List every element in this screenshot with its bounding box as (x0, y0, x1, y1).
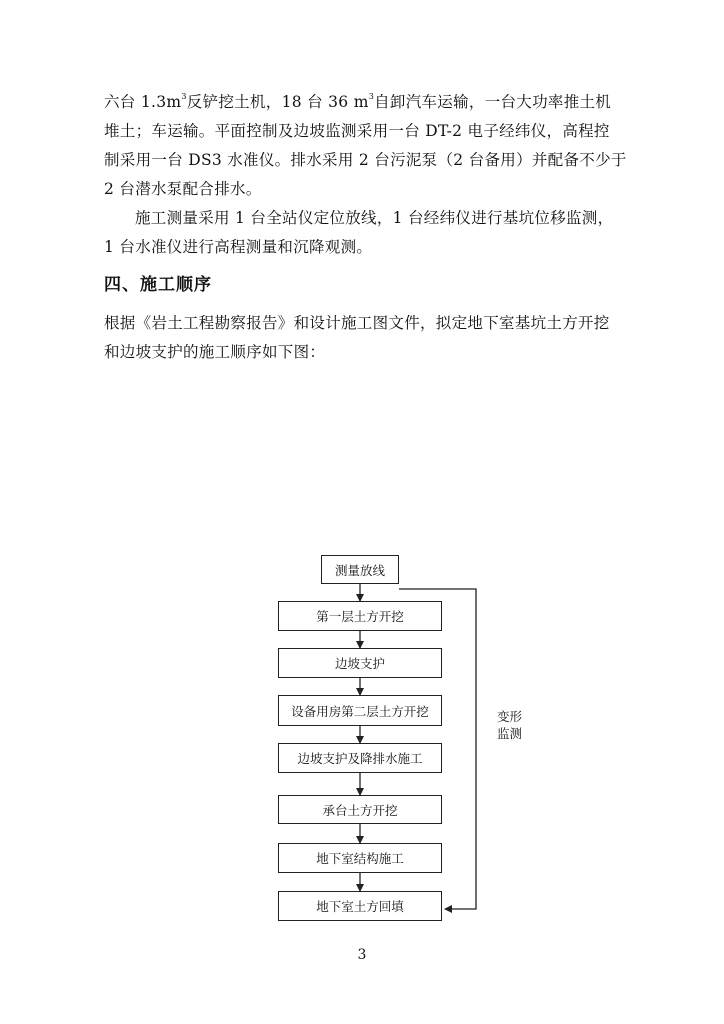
text-line: 施工测量采用 1 台全站仪定位放线，1 台经纬仪进行基坑位移监测， (135, 209, 614, 227)
text-line: 六台 $1.3m^3$反铲挖土机，18 台 36 $m^3$自卸汽车运输，一台大功率推土机 (104, 92, 612, 111)
flow-step-survey-layout: 测量放线 (321, 555, 399, 584)
flow-step-basement-backfill: 地下室土方回填 (278, 891, 442, 921)
flow-step-pile-cap-excavation: 承台土方开挖 (278, 795, 442, 824)
section-heading: 四、施工顺序 (104, 275, 212, 295)
flow-step-slope-support-drainage: 边坡支护及降排水施工 (278, 743, 442, 773)
text-line: 根据《岩土工程勘察报告》和设计施工图文件，拟定地下室基坑土方开挖 (104, 314, 610, 332)
flow-step-slope-support: 边坡支护 (278, 648, 442, 678)
deformation-monitoring-label: 变形 监测 (497, 709, 523, 741)
flow-step-basement-structure: 地下室结构施工 (278, 843, 442, 873)
flow-step-first-layer-excavation: 第一层土方开挖 (278, 601, 442, 631)
text-line: 2 台潜水泵配合排水。 (104, 180, 262, 198)
page-number: 3 (357, 947, 367, 963)
text-line: 制采用一台 DS3 水准仪。排水采用 2 台污泥泵（2 台备用）并配备不少于 (104, 151, 627, 169)
text-line: 和边坡支护的施工顺序如下图： (104, 343, 326, 361)
text-line: 1 台水准仪进行高程测量和沉降观测。 (104, 238, 373, 256)
flow-step-second-layer-excavation: 设备用房第二层土方开挖 (278, 695, 442, 726)
text-line: 堆土；车运输。平面控制及边坡监测采用一台 DT-2 电子经纬仪，高程控 (104, 122, 610, 140)
